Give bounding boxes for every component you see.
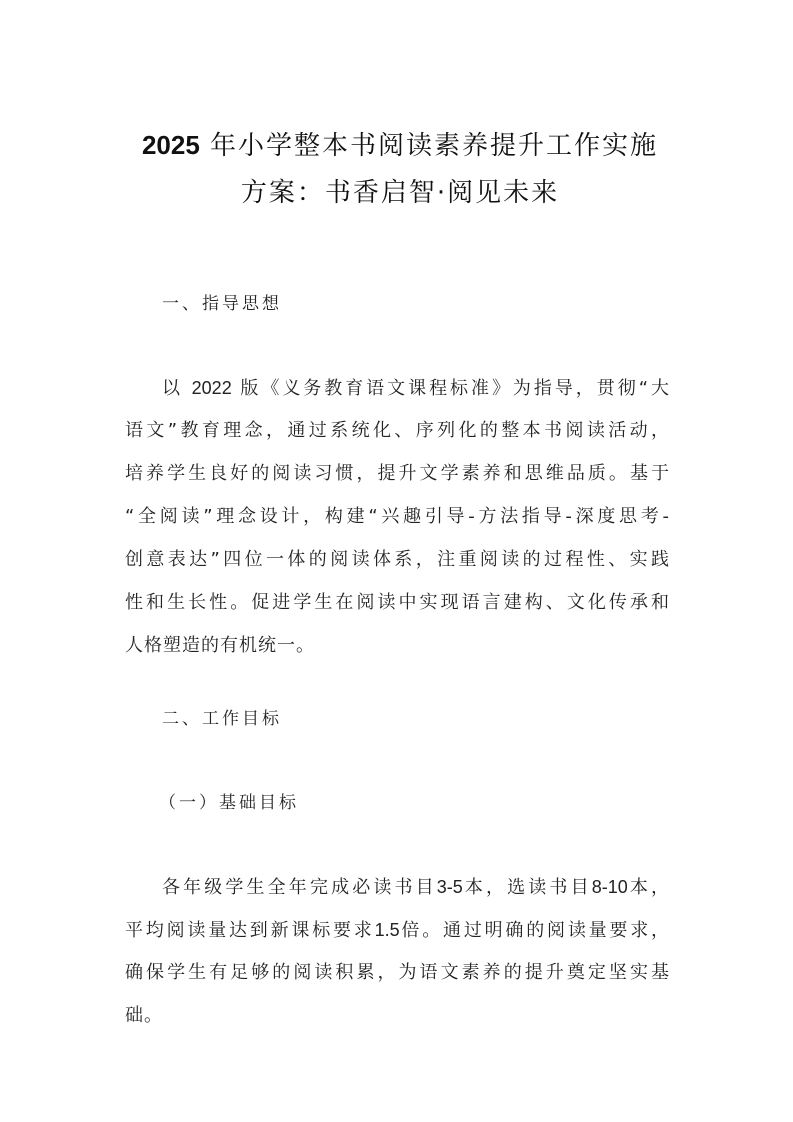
paragraph-line: 确保学生有足够的阅读积累，为语文素养的提升奠定坚实基 [125, 962, 670, 983]
paragraph-line: 平均阅读量达到新课标要求1.5倍。通过明确的阅读量要求， [125, 920, 671, 941]
title-year: 2025 [141, 130, 200, 160]
paragraph-line: 语文”教育理念，通过系统化、序列化的整本书阅读活动， [125, 420, 670, 441]
paragraph-line: 各年级学生全年完成必读书目3-5本，选读书目8-10本， [162, 877, 671, 898]
subsection-heading-basic-goals: （一）基础目标 [159, 793, 299, 813]
paragraph-line: 性和生长性。促进学生在阅读中实现语言建构、文化传承和 [125, 592, 670, 613]
section-heading-work-goals: 二、工作目标 [162, 709, 282, 729]
paragraph-line: 培养学生良好的阅读习惯，提升文学素养和思维品质。基于 [125, 463, 670, 484]
document-title-line-1 [100, 132, 700, 159]
paragraph-line: 创意表达”四位一体的阅读体系，注重阅读的过程性、实践 [125, 549, 670, 570]
paragraph-line: 础。 [125, 1005, 163, 1026]
paragraph-line: “全阅读”理念设计，构建“兴趣引导-方法指导-深度思考- [125, 506, 670, 527]
section-heading-guiding-ideology: 一、指导思想 [162, 294, 282, 314]
paragraph-line: 以 2022 版《义务教育语文课程标准》为指导，贯彻“大 [162, 378, 670, 399]
paragraph-line: 人格塑造的有机统一。 [125, 635, 315, 656]
document-title-line-2: 方案：书香启智·阅见未来 [240, 178, 560, 208]
title-text: 年小学整本书阅读素养提升工作实施 [199, 131, 659, 161]
